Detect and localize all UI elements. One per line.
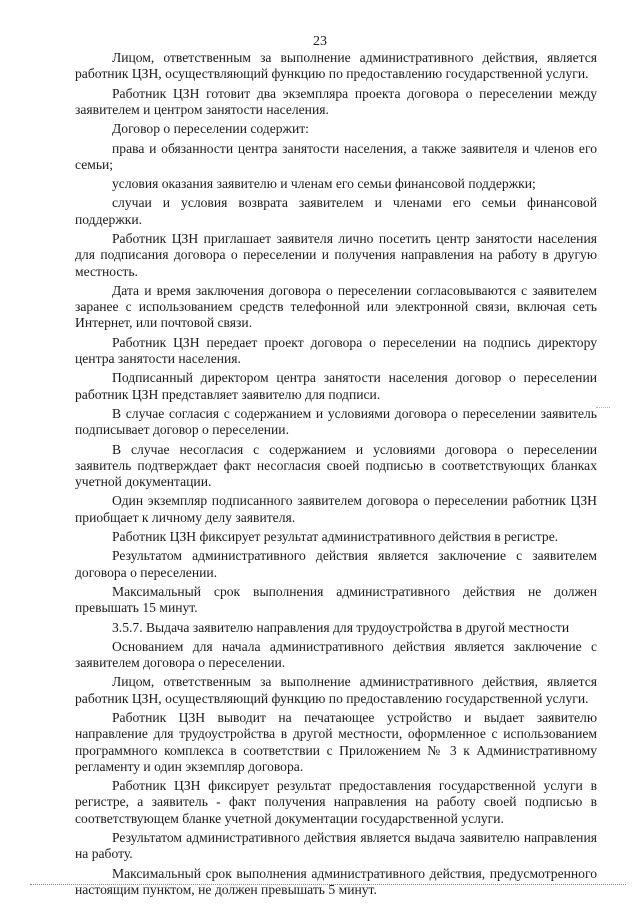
paragraph: Работник ЦЗН приглашает заявителя лично посетить центр занятости населения для подписания договора о переселении и получения направления на работу в другую местность. <box>75 231 597 279</box>
paragraph: Лицом, ответственным за выполнение административного действия, является работник ЦЗН, осуществляющий функцию по предоставлению государственной услуги. <box>75 50 597 82</box>
paragraph: Максимальный срок выполнения административного действия не должен превышать 15 минут. <box>75 583 597 616</box>
paragraph: Результатом административного действия является выдача заявителю направления на работу. <box>75 829 597 862</box>
paragraph: случаи и условия возврата заявителем и членами его семьи финансовой поддержки. <box>75 195 597 227</box>
section-heading: 3.5.7. Выдача заявителю направления для трудоустройства в другой местности <box>112 619 570 635</box>
scan-edge-mark <box>596 407 610 408</box>
paragraph: Работник ЦЗН фиксирует результат административного действия в регистре. <box>112 528 559 544</box>
paragraph: Максимальный срок выполнения административного действия, предусмотренного настоящим пунктом, не должен превышать 5 минут. <box>75 865 597 897</box>
paragraph: Результатом административного действия является заключение с заявителем договора о переселении. <box>75 548 597 580</box>
paragraph: условия оказания заявителю и членам его семьи финансовой поддержки; <box>112 176 536 192</box>
paragraph: Основанием для начала административного действия является заключение с заявителем договора о переселении. <box>75 638 597 671</box>
paragraph: Работник ЦЗН готовит два экземпляра проекта договора о переселении между заявителем и центром занятости населения. <box>75 85 597 117</box>
paragraph: Один экземпляр подписанного заявителем договора о переселении работник ЦЗН приобщает к личному делу заявителя. <box>75 493 597 525</box>
paragraph: Работник ЦЗН выводит на печатающее устройство и выдает заявителю направление для трудоустройства в другой местности, оформленное с использованием программного комплекса в соответствии с Приложением № 3 к Административному регламенту и один экземпляр договора. <box>75 710 597 774</box>
paragraph: Договор о переселении содержит: <box>112 121 309 137</box>
paragraph: Подписанный директором центра занятости населения договор о переселении работник ЦЗН представляет заявителю для подписи. <box>75 370 597 402</box>
paragraph: Работник ЦЗН передает проект договора о переселении на подпись директору центра занятости населения. <box>75 334 597 366</box>
paragraph: Дата и время заключения договора о переселении согласовываются с заявителем заранее с использованием средств телефонной или электронной связи, включая сеть Интернет, или почтовой связи. <box>75 282 597 331</box>
paragraph: Работник ЦЗН фиксирует результат предоставления государственной услуги в регистре, а заявитель - факт получения направления на работу своей подписью в соответствующем бланке учетной документации государственной услуги. <box>75 778 597 826</box>
document-body <box>75 50 597 901</box>
paragraph: В случае согласия с содержанием и условиями договора о переселении заявитель подписывает договор о переселении. <box>75 405 597 438</box>
paragraph: В случае несогласия с содержанием и условиями договора о переселении заявитель подтверждает факт несогласия своей подписью в соответствующих бланках учетной документации. <box>75 441 597 490</box>
page-number: 23 <box>313 34 327 49</box>
paragraph: Лицом, ответственным за выполнение административного действия, является работник ЦЗН, осуществляющий функцию по предоставлению государственной услуги. <box>75 674 597 706</box>
scan-bottom-line <box>30 884 626 885</box>
paragraph: права и обязанности центра занятости населения, а также заявителя и членов его семьи; <box>75 140 597 172</box>
